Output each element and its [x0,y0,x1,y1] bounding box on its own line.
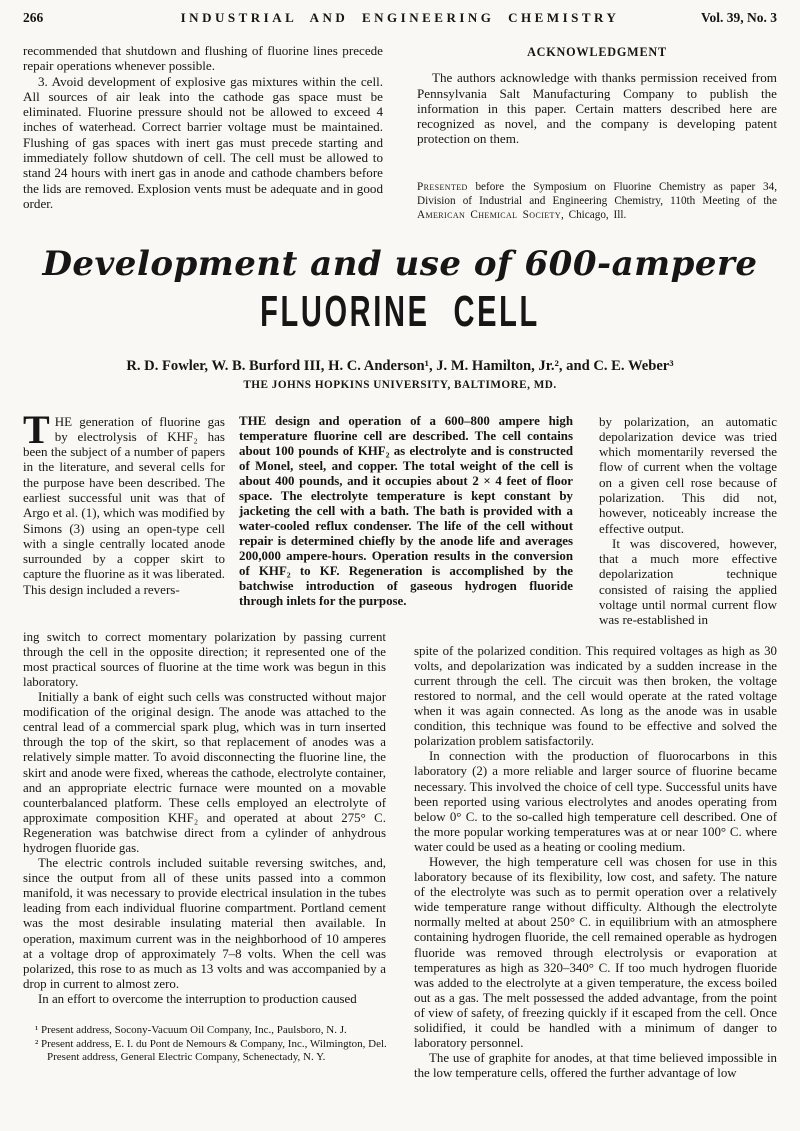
article-title-block [23,245,777,391]
acknowledgment-heading: ACKNOWLEDGMENT [527,45,667,59]
issue-label: Vol. 39, No. 3 [700,10,777,25]
intro-paragraph [23,406,225,598]
footnote-3: Present address, General Electric Company, Schenectady, N. Y. [47,1051,326,1064]
journal-title: INDUSTRIAL AND ENGINEERING CHEMISTRY [180,10,620,25]
body-section [23,630,777,1082]
article-title-main-text: FLUORINE CELL [260,286,540,336]
body-paragraph: The electric controls included suitable reversing switches, and, since the output from all of these units passed into a common manifold, it was necessary to provide electrical insulation in the tubes leading from each individual fluorine compartment. Portland cement was the most desirable insulating material then available. In operation, maximum current was in the neighborhood of 10 amperes at a voltage drop of approximately 7–8 volts. When the cell was polarized, this rose to as much as 13 volts and was accompanied by a drop in current to almost zero. [23,856,386,991]
prelude-section [23,43,777,223]
prelude-right-column [417,43,777,223]
body-paragraph: The use of graphite for anodes, at that time believed impossible in the low temperature cells, offered the further advantage of low [414,1051,777,1081]
acknowledgment-paragraph: The authors acknowledge with thanks permission received from Pennsylvania Salt Manufacturing Company to publish the information in this paper. Certain matters described here are recognized as novel, and the company is developing patent protection on them. [417,70,777,147]
body-paragraph: Initially a bank of eight such cells was constructed without major modification of the original design. The anode was attached to the central lead of a commercial spark plug, which was in turn inserted through the top of the skirt, so that replacement of anodes was a relatively simple matter. To avoid disconnecting the fluorine line, the skirt and anode were fixed, whereas the cathode, electrolyte container, and an appropriate electric furnace were mounted on a movable counterbalanced platform. These cells employed an electrolyte of approximate composition KHF₂ and operated at about 275° C. Regeneration was batchwise direct from a cylinder of anhydrous hydrogen fluoride gas. [23,690,386,855]
masthead [23,10,777,26]
body-paragraph: However, the high temperature cell was chosen for use in this laboratory because of its flexibility, low cost, and safety. The nature of the electrolyte was such as to permit operation over a relatively wide temperature range without difficulty. Although the electrolyte normally melted at about 250° C. in equilibrium with an atmosphere containing hydrogen fluoride, the cell remained operable as hydrogen fluoride was removed through electrolysis or evaporation at temperatures as high as 320–340° C. If too much hydrogen fluoride was added to the electrolyte at a given temperature, the excess boiled out as a gas. The melt possessed the added advantage, from the point of view of safety, of freezing quickly if it escaped from the cell. Once solidified, it could be handled with a minimum of danger to laboratory personnel. [414,854,777,1051]
prelude-paragraph: recommended that shutdown and flushing of fluorine lines precede repair operations whenever possible. [23,43,383,74]
article-title-main [23,286,777,342]
carryover-column [599,414,777,628]
footnote-1: ¹ Present address, Socony-Vacuum Oil Company, Inc., Paulsboro, N. J. [35,1024,347,1036]
carryover-paragraph: by polarization, an automatic depolarization device was tried which momentarily reversed the flow of current when the voltage on a given cell rose because of polarization. This did not, however, noticeably increase the effective output. [599,413,777,536]
prelude-left-column [23,43,383,223]
footnotes-block [23,1024,397,1065]
intro-text: HE generation of fluorine gas by electrolysis of KHF₂ has been the subject of a number of papers in the literature, and several cells for the purpose have been described. The earliest successful unit was that of Argo et al. (1), which was modified by Simons (3) using an open-type cell with a single centrally located anode surrounded by a copper skirt to capture the fluorine as it was liberated. This design included a revers- [23,413,225,597]
presented-note [417,181,777,223]
article-title-script: Development and use of 600-ampere [42,243,758,284]
prelude-paragraph: 3. Avoid development of explosive gas mixtures within the cell. All sources of air leak into the cathode gas space must be eliminated. Fluorine pressure should not be allowed to exceed 4 inches of waterhead. Correct barrier voltage must be maintained. Flushing of gas spaces with inert gas must precede starting and immediately follow shutdown of cell. The cell must be allowed to stand 24 hours with inert gas in anode and cathode chambers before the lids are removed. Explosion vents must be adequate and in good order. [23,73,383,211]
affiliation-line: THE JOHNS HOPKINS UNIVERSITY, BALTIMORE, MD. [243,378,557,391]
body-paragraph: spite of the polarized condition. This required voltages as high as 30 volts, and depolarization was indicated by a sudden increase in the current through the cell. The circuit was then broken, the voltage restored to normal, and the cell would operate at the rated voltage when it was again connected. As long as the anode was in usable condition, this technique was found to be effective and solved the polarization problem satisfactorily. [414,643,777,749]
footnote-2: ² Present address, E. I. du Pont de Nemours & Company, Inc., Wilmington, Del. [35,1037,387,1050]
opening-section [23,406,777,628]
intro-column [23,406,225,628]
authors-line: R. D. Fowler, W. B. Burford III, H. C. Anderson¹, J. M. Hamilton, Jr.², and C. E. Weber³ [126,357,674,374]
presented-tail: , Chicago, Ill. [561,208,627,221]
presented-text: before the Symposium on Fluorine Chemistry as paper 34, Division of Industrial and Engineering Chemistry, 110th Meeting of the [417,180,777,207]
page-number: 266 [23,10,44,25]
drop-cap: T [23,406,50,452]
carryover-paragraph: It was discovered, however, that a much more effective depolarization technique consisted of raising the applied voltage until normal current flow was re-established in [599,535,777,628]
body-paragraph: ing switch to correct momentary polarization by passing current through the cell in the opposite direction; it represented one of the most practical sources of fluorine at the time work was begun in this laboratory. [23,629,386,689]
society-smallcaps: American Chemical Society [417,208,562,221]
body-right-column [414,644,777,1082]
presented-smallcaps: Presented [417,180,468,193]
body-left-column [23,630,386,1082]
abstract-column [239,414,573,628]
abstract-paragraph: THE design and operation of a 600–800 ampere high temperature fluorine cell are described. The cell contains about 100 pounds of KHF₂ as electrolyte and is constructed of Monel, steel, and copper. The total weight of the cell is about 400 pounds, and it occupies about 2 × 4 feet of floor space. The electrolyte temperature is kept constant by jacketing the cell with a bath. The bath is provided with a water-cooled reflux condenser. The life of the cell without repair is determined chiefly by the anode life and averages 200,000 ampere-hours. Operation results in the conversion of KHF₂ to KF. Regeneration is accomplished by the batchwise introduction of gaseous hydrogen fluoride through inlets for the purpose. [239,413,573,608]
body-paragraph: In an effort to overcome the interruption to production caused [38,991,357,1006]
body-paragraph: In connection with the production of fluorocarbons in this laboratory (2) a more reliable and larger source of fluorine became necessary. This involved the choice of cell type. Successful units have been reported using various electrolytes and anodes operating from below 0° C. to the so-called high temperature cell described. One of the more popular working temperatures was at or near 100° C. where water could be used as a heating or cooling medium. [414,749,777,854]
